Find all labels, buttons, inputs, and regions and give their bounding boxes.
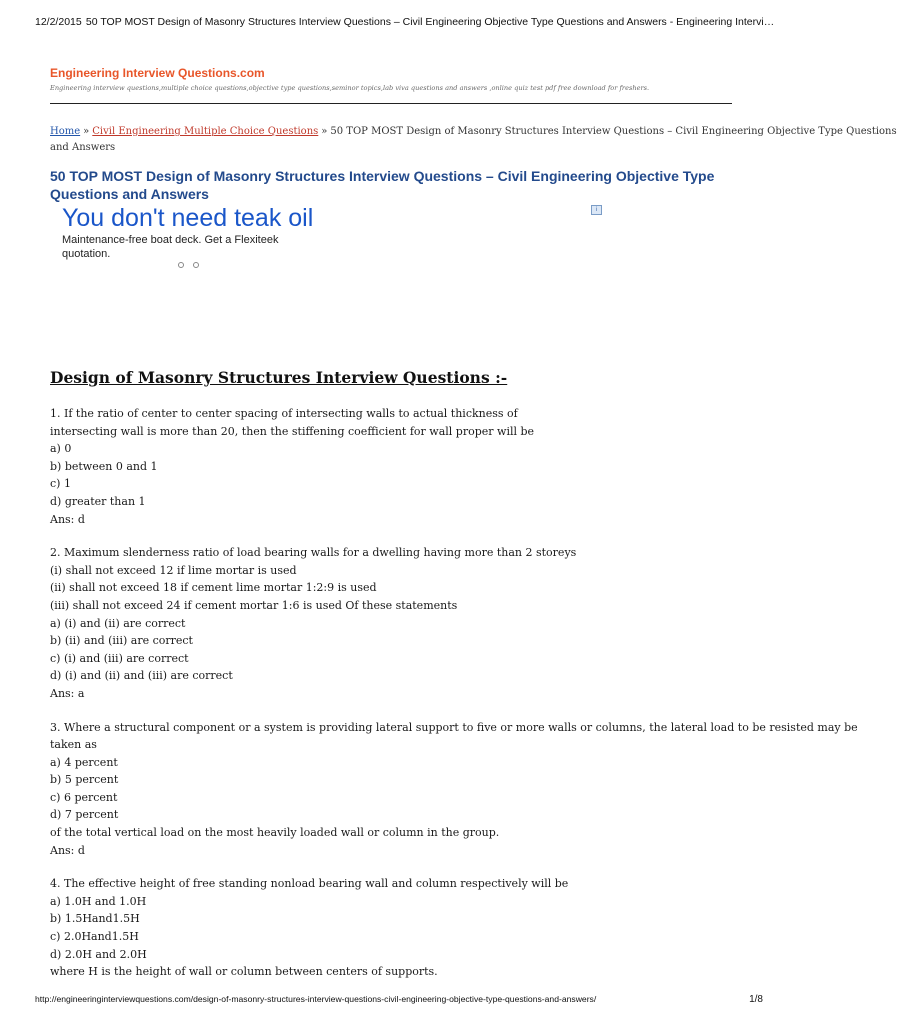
question-line: a) 0	[50, 442, 72, 456]
section-heading: Design of Masonry Structures Interview Questions :-	[50, 368, 508, 387]
question-line: b) 5 percent	[50, 773, 119, 787]
question-line: (iii) shall not exceed 24 if cement mortar 1:6 is used Of these statements	[50, 598, 458, 612]
print-page-title: 50 TOP MOST Design of Masonry Structures Interview Questions – Civil Engineering Objective Type Questions and Answers - Engineering Intervi…	[85, 16, 775, 28]
print-date: 12/2/2015	[35, 16, 82, 28]
site-tagline: Engineering interview questions,multiple choice questions,objective type questions,seminor topics,lab viva questions and answers ,online quiz test pdf free download for freshers.	[50, 84, 650, 92]
question-line: b) between 0 and 1	[50, 459, 158, 473]
carousel-dot-icon[interactable]	[178, 262, 184, 268]
question-line: intersecting wall is more than 20, then the stiffening coefficient for wall proper will be	[50, 424, 535, 438]
question-line: c) 2.0Hand1.5H	[50, 930, 139, 944]
carousel-dot-icon[interactable]	[193, 262, 199, 268]
question-item	[50, 405, 732, 528]
question-line: 1. If the ratio of center to center spacing of intersecting walls to actual thickness of	[50, 407, 518, 420]
question-line: b) (ii) and (iii) are correct	[50, 634, 193, 648]
ad-carousel-dots	[178, 262, 199, 268]
question-line: (ii) shall not exceed 18 if cement lime mortar 1:2:9 is used	[50, 581, 377, 595]
print-footer	[35, 994, 763, 1004]
question-line: taken as	[50, 738, 97, 752]
breadcrumb	[50, 124, 897, 155]
print-page-number: 1/8	[749, 994, 763, 1005]
question-line: 2. Maximum slenderness ratio of load bearing walls for a dwelling having more than 2 storeys	[50, 546, 577, 560]
question-line: 4. The effective height of free standing nonload bearing wall and column respectively will be	[50, 877, 569, 891]
question-item	[50, 544, 732, 702]
question-line: Ans: d	[50, 512, 85, 526]
question-line: 3. Where a structural component or a system is providing lateral support to five or more walls or columns, the lateral load to be resisted may be	[50, 720, 858, 734]
breadcrumb-separator: »	[321, 126, 328, 137]
question-item	[50, 875, 732, 981]
breadcrumb-home-link[interactable]: Home	[50, 126, 81, 137]
question-line: c) 6 percent	[50, 790, 118, 804]
question-line: a) 4 percent	[50, 755, 118, 769]
question-line: (i) shall not exceed 12 if lime mortar is used	[50, 563, 297, 577]
breadcrumb-category-link[interactable]: Civil Engineering Multiple Choice Questions	[92, 126, 319, 137]
question-line: d) (i) and (ii) and (iii) are correct	[50, 669, 233, 683]
site-header	[50, 66, 649, 92]
ad-body-text: Maintenance-free boat deck. Get a Flexiteek quotation.	[62, 234, 279, 260]
question-line: c) 1	[50, 477, 71, 491]
breadcrumb-separator: »	[83, 126, 90, 137]
question-list	[50, 405, 858, 983]
question-line: a) (i) and (ii) are correct	[50, 616, 186, 630]
breadcrumb-current-continued: and Answers	[50, 141, 116, 153]
question-line: d) 7 percent	[50, 808, 119, 822]
adchoices-icon[interactable]: i	[591, 205, 602, 215]
ad-banner[interactable]	[50, 204, 602, 278]
article-title: 50 TOP MOST Design of Masonry Structures Interview Questions – Civil Engineering Objective Type Questions and Answers	[50, 168, 715, 202]
question-item	[50, 719, 858, 860]
question-line: Ans: d	[50, 843, 85, 857]
question-line: d) greater than 1	[50, 494, 146, 508]
header-divider	[50, 103, 732, 104]
question-line: of the total vertical load on the most heavily loaded wall or column in the group.	[50, 826, 500, 840]
print-url: http://engineeringinterviewquestions.com/design-of-masonry-structures-interview-questions-civil-engineering-objective-type-questions-and-answers/	[35, 994, 597, 1004]
print-header	[35, 16, 775, 28]
question-line: a) 1.0H and 1.0H	[50, 894, 147, 908]
ad-headline-link[interactable]: You don't need teak oil	[62, 204, 314, 232]
site-title-link[interactable]: Engineering Interview Questions.com	[50, 66, 265, 80]
question-line: d) 2.0H and 2.0H	[50, 947, 147, 961]
question-line: c) (i) and (iii) are correct	[50, 651, 189, 665]
question-line: Ans: a	[50, 686, 85, 700]
breadcrumb-current: 50 TOP MOST Design of Masonry Structures Interview Questions – Civil Engineering Objective Type Questions	[330, 126, 897, 137]
question-line: where H is the height of wall or column between centers of supports.	[50, 965, 438, 979]
question-line: b) 1.5Hand1.5H	[50, 912, 140, 926]
